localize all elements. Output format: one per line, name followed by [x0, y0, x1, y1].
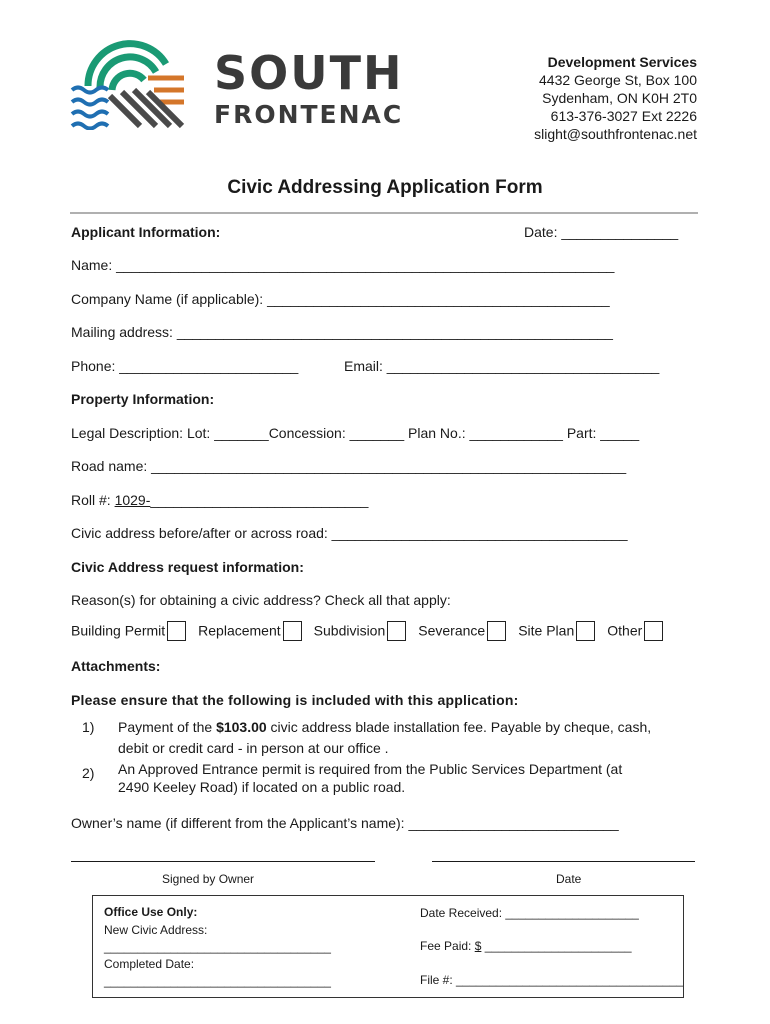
- item-text: [118, 719, 651, 735]
- fee-paid-line: ______________________: [481, 939, 632, 953]
- reason-building-permit: [71, 622, 192, 642]
- form-title: Civic Addressing Application Form: [227, 177, 543, 198]
- other-checkbox[interactable]: [644, 621, 663, 641]
- date-received-field[interactable]: Date Received: ____________________: [420, 906, 639, 920]
- item1-line2: debit or credit card - in person at our office .: [118, 740, 389, 756]
- reason-label: Site Plan: [518, 622, 575, 639]
- item-number: 2): [82, 765, 95, 781]
- reason-label: Building Permit: [71, 622, 166, 639]
- reasons-checkbox-row: [71, 622, 675, 642]
- file-number-field[interactable]: File #: __________________________________: [420, 973, 683, 987]
- attachments-heading: Attachments:: [71, 658, 161, 674]
- subdivision-checkbox[interactable]: [387, 621, 406, 641]
- roll-underline: ____________________________: [150, 492, 369, 508]
- fee-amount: $103.00: [216, 719, 267, 735]
- brand-name-line1: SOUTH: [214, 46, 404, 100]
- roll-number-field[interactable]: [71, 492, 368, 508]
- reason-replacement: [198, 622, 308, 642]
- completed-date-field[interactable]: __________________________________: [104, 974, 331, 988]
- contact-address-block: [534, 53, 697, 143]
- applicant-heading: Applicant Information:: [71, 224, 221, 240]
- reason-site-plan: [518, 622, 601, 642]
- road-name-field[interactable]: Road name: _____________________________________________________________: [71, 458, 627, 474]
- street-address: 4432 George St, Box 100: [539, 72, 697, 88]
- reason-subdivision: [314, 622, 413, 642]
- signed-by-owner-label: Signed by Owner: [162, 872, 255, 886]
- office-use-heading: Office Use Only:: [104, 905, 198, 919]
- south-frontenac-logo: [70, 38, 190, 130]
- email-field[interactable]: Email: ___________________________________: [344, 358, 660, 374]
- reason-label: Severance: [418, 622, 486, 639]
- date-field[interactable]: Date: _______________: [524, 224, 679, 240]
- civic-address-position-field[interactable]: Civic address before/after or across road: ______________________________________: [71, 525, 628, 541]
- reasons-prompt: Reason(s) for obtaining a civic address? Check all that apply:: [71, 592, 451, 608]
- item1-pre: Payment of the: [118, 719, 217, 735]
- owner-name-field[interactable]: Owner’s name (if different from the Applicant’s name): ___________________________: [71, 815, 619, 831]
- item-number: 1): [82, 719, 95, 735]
- title-divider: [70, 212, 698, 214]
- fee-paid-field[interactable]: [420, 939, 632, 953]
- request-heading: Civic Address request information:: [71, 559, 304, 575]
- new-civic-address-label: New Civic Address:: [104, 923, 208, 937]
- reason-label: Replacement: [198, 622, 281, 639]
- new-civic-address-field[interactable]: __________________________________: [104, 940, 331, 954]
- company-name-field[interactable]: Company Name (if applicable): ____________________________________________: [71, 291, 610, 307]
- name-field[interactable]: Name: ________________________________________________________________: [71, 257, 615, 273]
- legal-description-field[interactable]: Legal Description: Lot: _______Concession: _______ Plan No.: ____________ Part: _____: [71, 425, 640, 441]
- site-plan-checkbox[interactable]: [576, 621, 595, 641]
- completed-date-label: Completed Date:: [104, 957, 195, 971]
- attachments-instruction: Please ensure that the following is included with this application:: [71, 692, 519, 708]
- phone-field[interactable]: Phone: _______________________: [71, 358, 299, 374]
- roll-label: Roll #:: [71, 492, 115, 508]
- email-address[interactable]: slight@southfrontenac.net: [534, 126, 697, 142]
- item2-line1: An Approved Entrance permit is required from the Public Services Department (at: [118, 761, 623, 777]
- phone-number: 613-376-3027 Ext 2226: [550, 108, 697, 124]
- office-use-box: [92, 895, 684, 998]
- reason-label: Subdivision: [313, 622, 386, 639]
- fee-paid-label: Fee Paid:: [420, 939, 475, 953]
- department-name: Development Services: [547, 54, 697, 70]
- reason-other: [607, 622, 669, 642]
- city-address: Sydenham, ON K0H 2T0: [542, 90, 697, 106]
- replacement-checkbox[interactable]: [283, 621, 302, 641]
- mailing-address-field[interactable]: Mailing address: ________________________________________________________: [71, 324, 613, 340]
- date-label: Date: [556, 872, 582, 886]
- reason-severance: [418, 622, 512, 642]
- building-permit-checkbox[interactable]: [167, 621, 186, 641]
- signature-date-line[interactable]: [432, 861, 695, 862]
- fee-paid-value: $: [474, 939, 482, 953]
- item2-line2: 2490 Keeley Road) if located on a public road.: [118, 779, 406, 795]
- roll-value: 1029-: [114, 492, 151, 508]
- reason-label: Other: [607, 622, 643, 639]
- severance-checkbox[interactable]: [487, 621, 506, 641]
- property-heading: Property Information:: [71, 391, 215, 407]
- brand-name-line2: FRONTENAC: [214, 100, 404, 129]
- owner-signature-line[interactable]: [71, 861, 375, 862]
- item1-post: civic address blade installation fee. Payable by cheque, cash,: [266, 719, 652, 735]
